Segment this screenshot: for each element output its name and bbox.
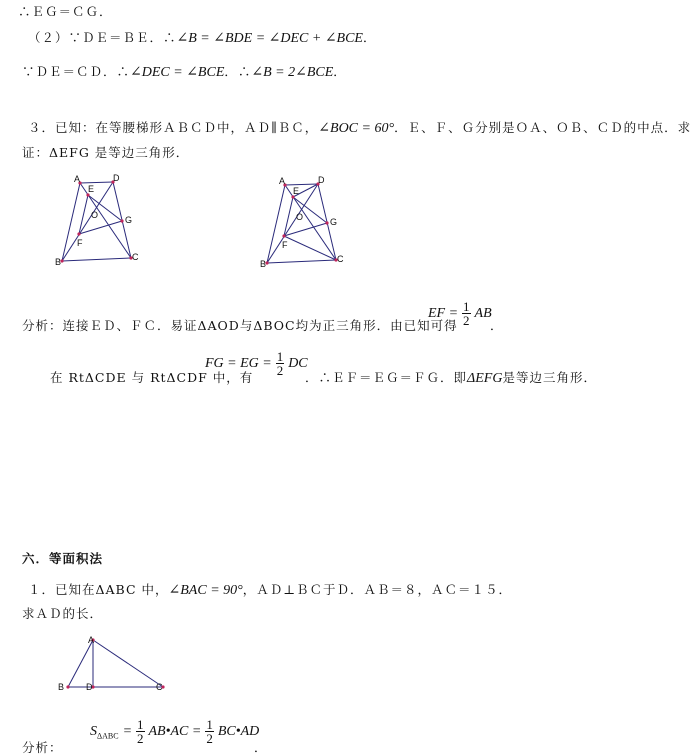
analysis-1-text: 分析：连接ＥＤ、ＦＣ．易证ΔAOD与ΔBOC均为正三角形．由已知可得	[22, 318, 458, 333]
edge-ab	[68, 640, 93, 687]
ab-rhs: AB	[474, 306, 492, 321]
trapezoid-figure-2	[255, 172, 355, 272]
edge-ad	[285, 184, 318, 185]
line3-mid: ．∴	[224, 64, 252, 79]
angle-equation-2: ∠DEC = ∠BCE	[130, 65, 225, 80]
label-g: G	[330, 217, 338, 227]
line-part2-end: ．	[363, 30, 377, 45]
segment-fg	[79, 221, 122, 234]
area-eq: =	[122, 724, 133, 739]
problem-3-statement-2: 证：ΔEFG 是等边三角形．	[22, 145, 190, 160]
analysis-2-formula	[205, 350, 308, 377]
analysis-2-text: 在 RtΔCDE 与 RtΔCDF 中，有	[50, 370, 254, 385]
fg-eg-lhs: FG = EG =	[205, 356, 272, 371]
label-f: F	[282, 240, 288, 250]
ef-lhs: EF =	[428, 306, 459, 321]
analysis-2-conclusion	[305, 368, 597, 387]
analysis-1-formula	[428, 300, 492, 327]
problem-3-text-b: ．Ｅ、Ｆ、Ｇ分别是ＯＡ、ＯＢ、ＣＤ的中点．求	[394, 120, 691, 135]
angle-equation-3: ∠B = 2∠BCE	[251, 65, 334, 80]
area-formula	[90, 718, 259, 745]
angle-bac-90: ∠BAC = 90°	[168, 583, 243, 598]
analysis-2-end: 是等边三角形．	[502, 370, 597, 385]
label-c: C	[156, 682, 163, 692]
fraction-half-3: $\frac{1}{2}$	[137, 717, 144, 746]
label-d: D	[318, 175, 325, 185]
analysis-3-dot: ．	[254, 740, 268, 755]
segment-fg	[284, 223, 327, 236]
edge-ab	[267, 185, 285, 263]
triangle-efg: ΔEFG	[467, 371, 503, 386]
question-1-text-a: １．已知在ΔABC 中，	[28, 582, 169, 597]
edge-ab	[62, 183, 80, 261]
line-part2-prefix: （２）∵ＤＥ＝ＢＥ．∴	[28, 30, 177, 45]
label-o: O	[296, 212, 304, 222]
right-triangle-figure	[52, 632, 182, 697]
problem-3-text-a: ３．已知：在等腰梯形ＡＢＣＤ中，ＡＤ∥ＢＣ，	[28, 120, 319, 135]
label-a: A	[74, 174, 81, 184]
label-d: D	[86, 682, 93, 692]
section-6-heading: 六．等面积法	[22, 551, 104, 566]
label-a: A	[279, 176, 286, 186]
line-part2	[28, 28, 377, 47]
line-eg-eq-cg: ∴ＥＧ＝ＣＧ．	[18, 4, 113, 19]
label-d: D	[113, 173, 120, 183]
analysis-2-mid: ．∴ＥＦ＝ＥＧ＝ＦＧ．即	[305, 370, 468, 385]
label-o: O	[91, 210, 99, 220]
trapezoid-figure-1	[50, 170, 150, 270]
dc-rhs: DC	[288, 356, 308, 371]
label-e: E	[293, 186, 300, 196]
angle-equation-1: ∠B = ∠BDE = ∠DEC + ∠BCE	[176, 31, 363, 46]
fraction-half: $\frac{1}{2}$	[463, 299, 470, 328]
edge-ac	[93, 640, 163, 687]
label-b: B	[55, 257, 62, 267]
question-1-ask: 求ＡＤ的长．	[22, 606, 104, 621]
area-subscript: ΔABC	[97, 731, 119, 741]
label-e: E	[88, 184, 95, 194]
question-1-text-b: ，ＡＤ⊥ＢＣ于Ｄ．ＡＢ＝８，ＡＣ＝１５．	[242, 582, 512, 597]
analysis-1-end: ．	[490, 318, 504, 333]
label-b: B	[58, 682, 65, 692]
label-g: G	[125, 215, 133, 225]
problem-3-statement	[28, 118, 691, 137]
ab-ac-product: AB•AC =	[148, 724, 202, 739]
question-1-statement	[28, 580, 512, 599]
label-c: C	[337, 254, 344, 264]
label-a: A	[88, 635, 95, 645]
area-symbol: S	[90, 724, 97, 739]
analysis-3-label: 分析：	[22, 740, 63, 755]
edge-ad	[80, 182, 113, 183]
bc-ad-product: BC•AD	[217, 724, 260, 739]
label-f: F	[77, 238, 83, 248]
line3-prefix: ∵ＤＥ＝ＣＤ．∴	[22, 64, 131, 79]
label-c: C	[132, 252, 139, 262]
label-b: B	[260, 259, 267, 269]
fraction-half-2: $\frac{1}{2}$	[276, 349, 284, 378]
fraction-half-4: $\frac{1}{2}$	[206, 717, 213, 746]
edge-bc	[62, 258, 131, 261]
line3-end: ．	[333, 64, 347, 79]
edge-bc	[267, 260, 336, 263]
line-part2-conclusion	[22, 62, 347, 81]
angle-boc-60: ∠BOC = 60°	[318, 121, 395, 136]
